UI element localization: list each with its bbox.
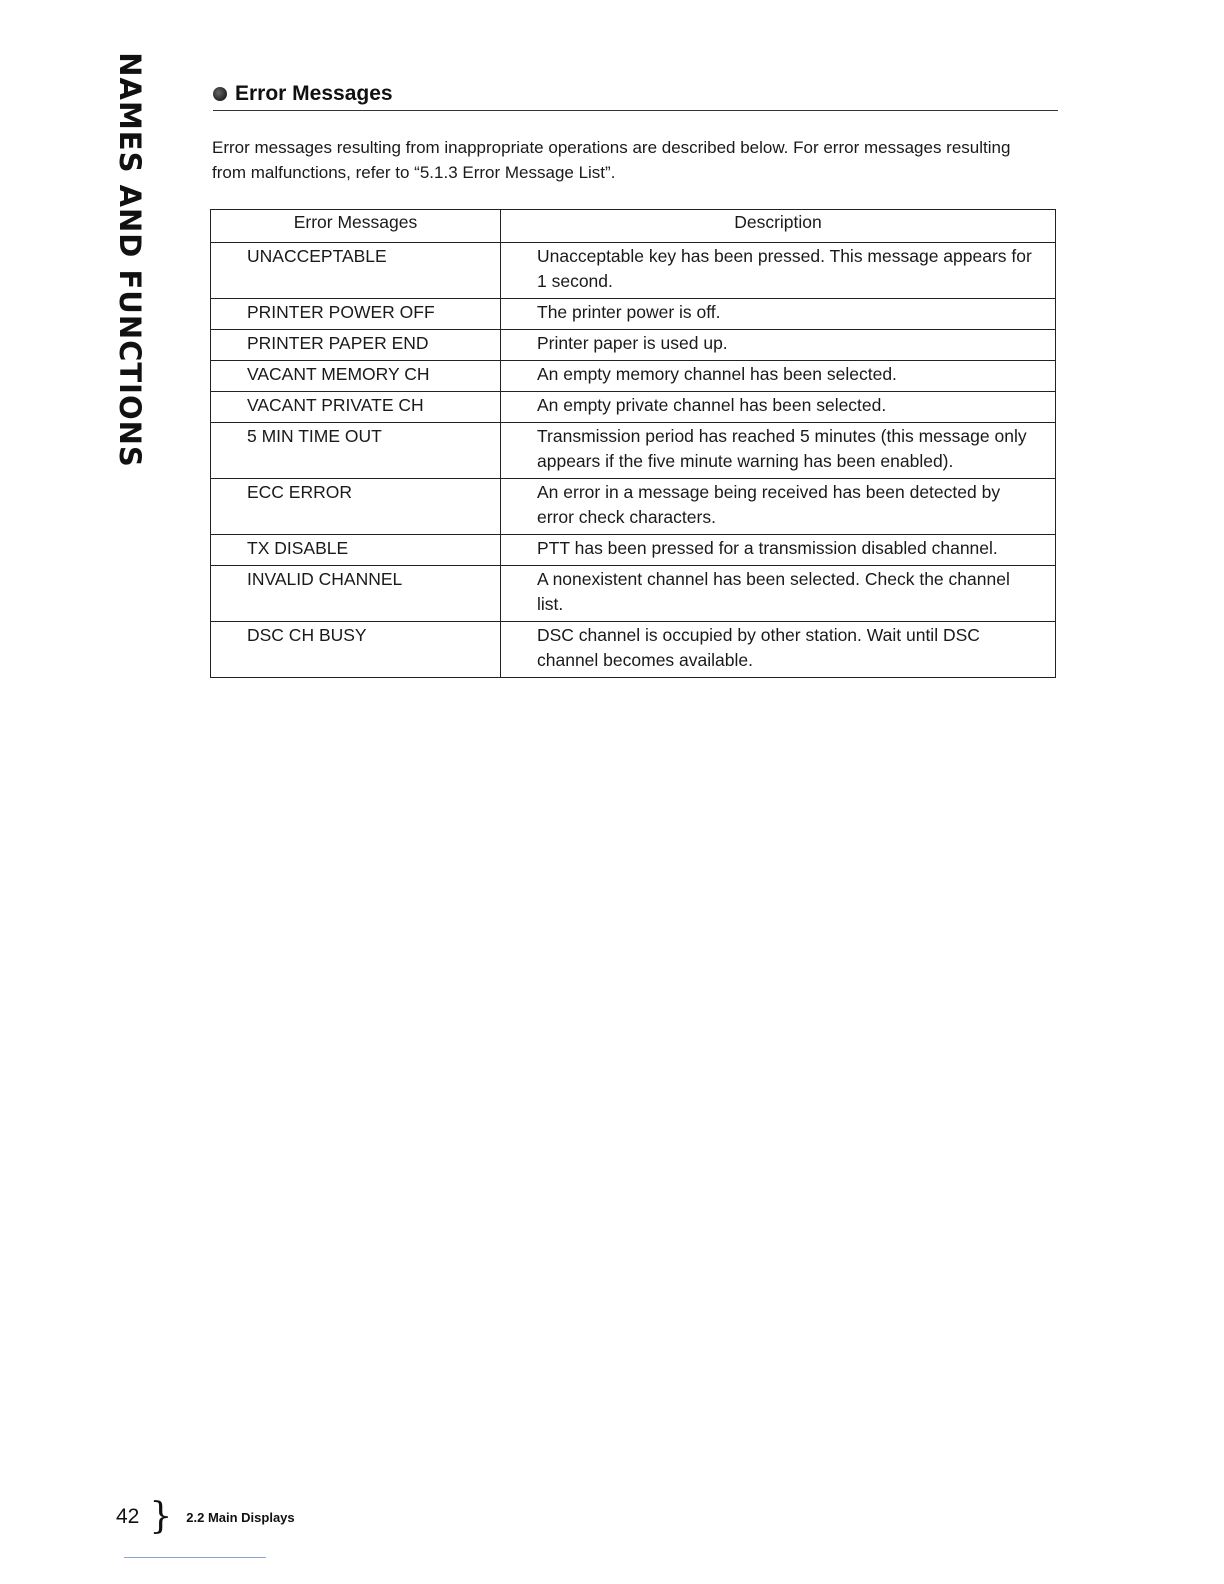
section-heading <box>213 78 1058 111</box>
description-cell: Unacceptable key has been pressed. This message appears for 1 second. <box>501 243 1056 299</box>
footer-divider <box>124 1557 266 1558</box>
description-cell: An empty memory channel has been selected. <box>501 361 1056 392</box>
side-section-tab <box>108 52 152 468</box>
footer-section-title: 2.2 Main Displays <box>186 1509 295 1525</box>
error-message-cell: ECC ERROR <box>211 479 501 535</box>
error-message-cell: PRINTER PAPER END <box>211 330 501 361</box>
table-row <box>211 479 1056 535</box>
table-row <box>211 299 1056 330</box>
description-cell: An empty private channel has been selected. <box>501 392 1056 423</box>
table-row <box>211 622 1056 678</box>
description-cell: Transmission period has reached 5 minutes (this message only appears if the five minute warning has been enabled). <box>501 423 1056 479</box>
error-message-cell: VACANT PRIVATE CH <box>211 392 501 423</box>
error-message-cell: PRINTER POWER OFF <box>211 299 501 330</box>
error-message-cell: INVALID CHANNEL <box>211 566 501 622</box>
bullet-icon <box>213 87 227 101</box>
error-message-cell: VACANT MEMORY CH <box>211 361 501 392</box>
column-header-error-messages: Error Messages <box>211 210 501 243</box>
error-messages-table <box>210 209 1056 678</box>
side-section-tab-label: NAMES AND FUNCTIONS <box>113 52 148 468</box>
table-row <box>211 243 1056 299</box>
intro-paragraph: Error messages resulting from inappropriate operations are described below. For error messages resulting from malfunctions, refer to “5.1.3 Error Message List”. <box>212 138 1011 182</box>
error-message-cell: DSC CH BUSY <box>211 622 501 678</box>
table-row <box>211 392 1056 423</box>
description-cell: Printer paper is used up. <box>501 330 1056 361</box>
table-row <box>211 423 1056 479</box>
table-row <box>211 566 1056 622</box>
description-cell: An error in a message being received has been detected by error check characters. <box>501 479 1056 535</box>
table-row <box>211 361 1056 392</box>
error-message-cell: UNACCEPTABLE <box>211 243 501 299</box>
page-number: 42 <box>116 1505 140 1528</box>
description-cell: PTT has been pressed for a transmission disabled channel. <box>501 535 1056 566</box>
description-cell: A nonexistent channel has been selected. Check the channel list. <box>501 566 1056 622</box>
description-cell: DSC channel is occupied by other station. Wait until DSC channel becomes available. <box>501 622 1056 678</box>
brace-icon: } <box>149 1496 173 1537</box>
section-title: Error Messages <box>235 82 393 105</box>
table-header-row <box>211 210 1056 243</box>
table-row <box>211 535 1056 566</box>
table-row <box>211 330 1056 361</box>
page-footer <box>116 1496 295 1537</box>
column-header-description: Description <box>501 210 1056 243</box>
description-cell: The printer power is off. <box>501 299 1056 330</box>
error-message-cell: 5 MIN TIME OUT <box>211 423 501 479</box>
error-message-cell: TX DISABLE <box>211 535 501 566</box>
